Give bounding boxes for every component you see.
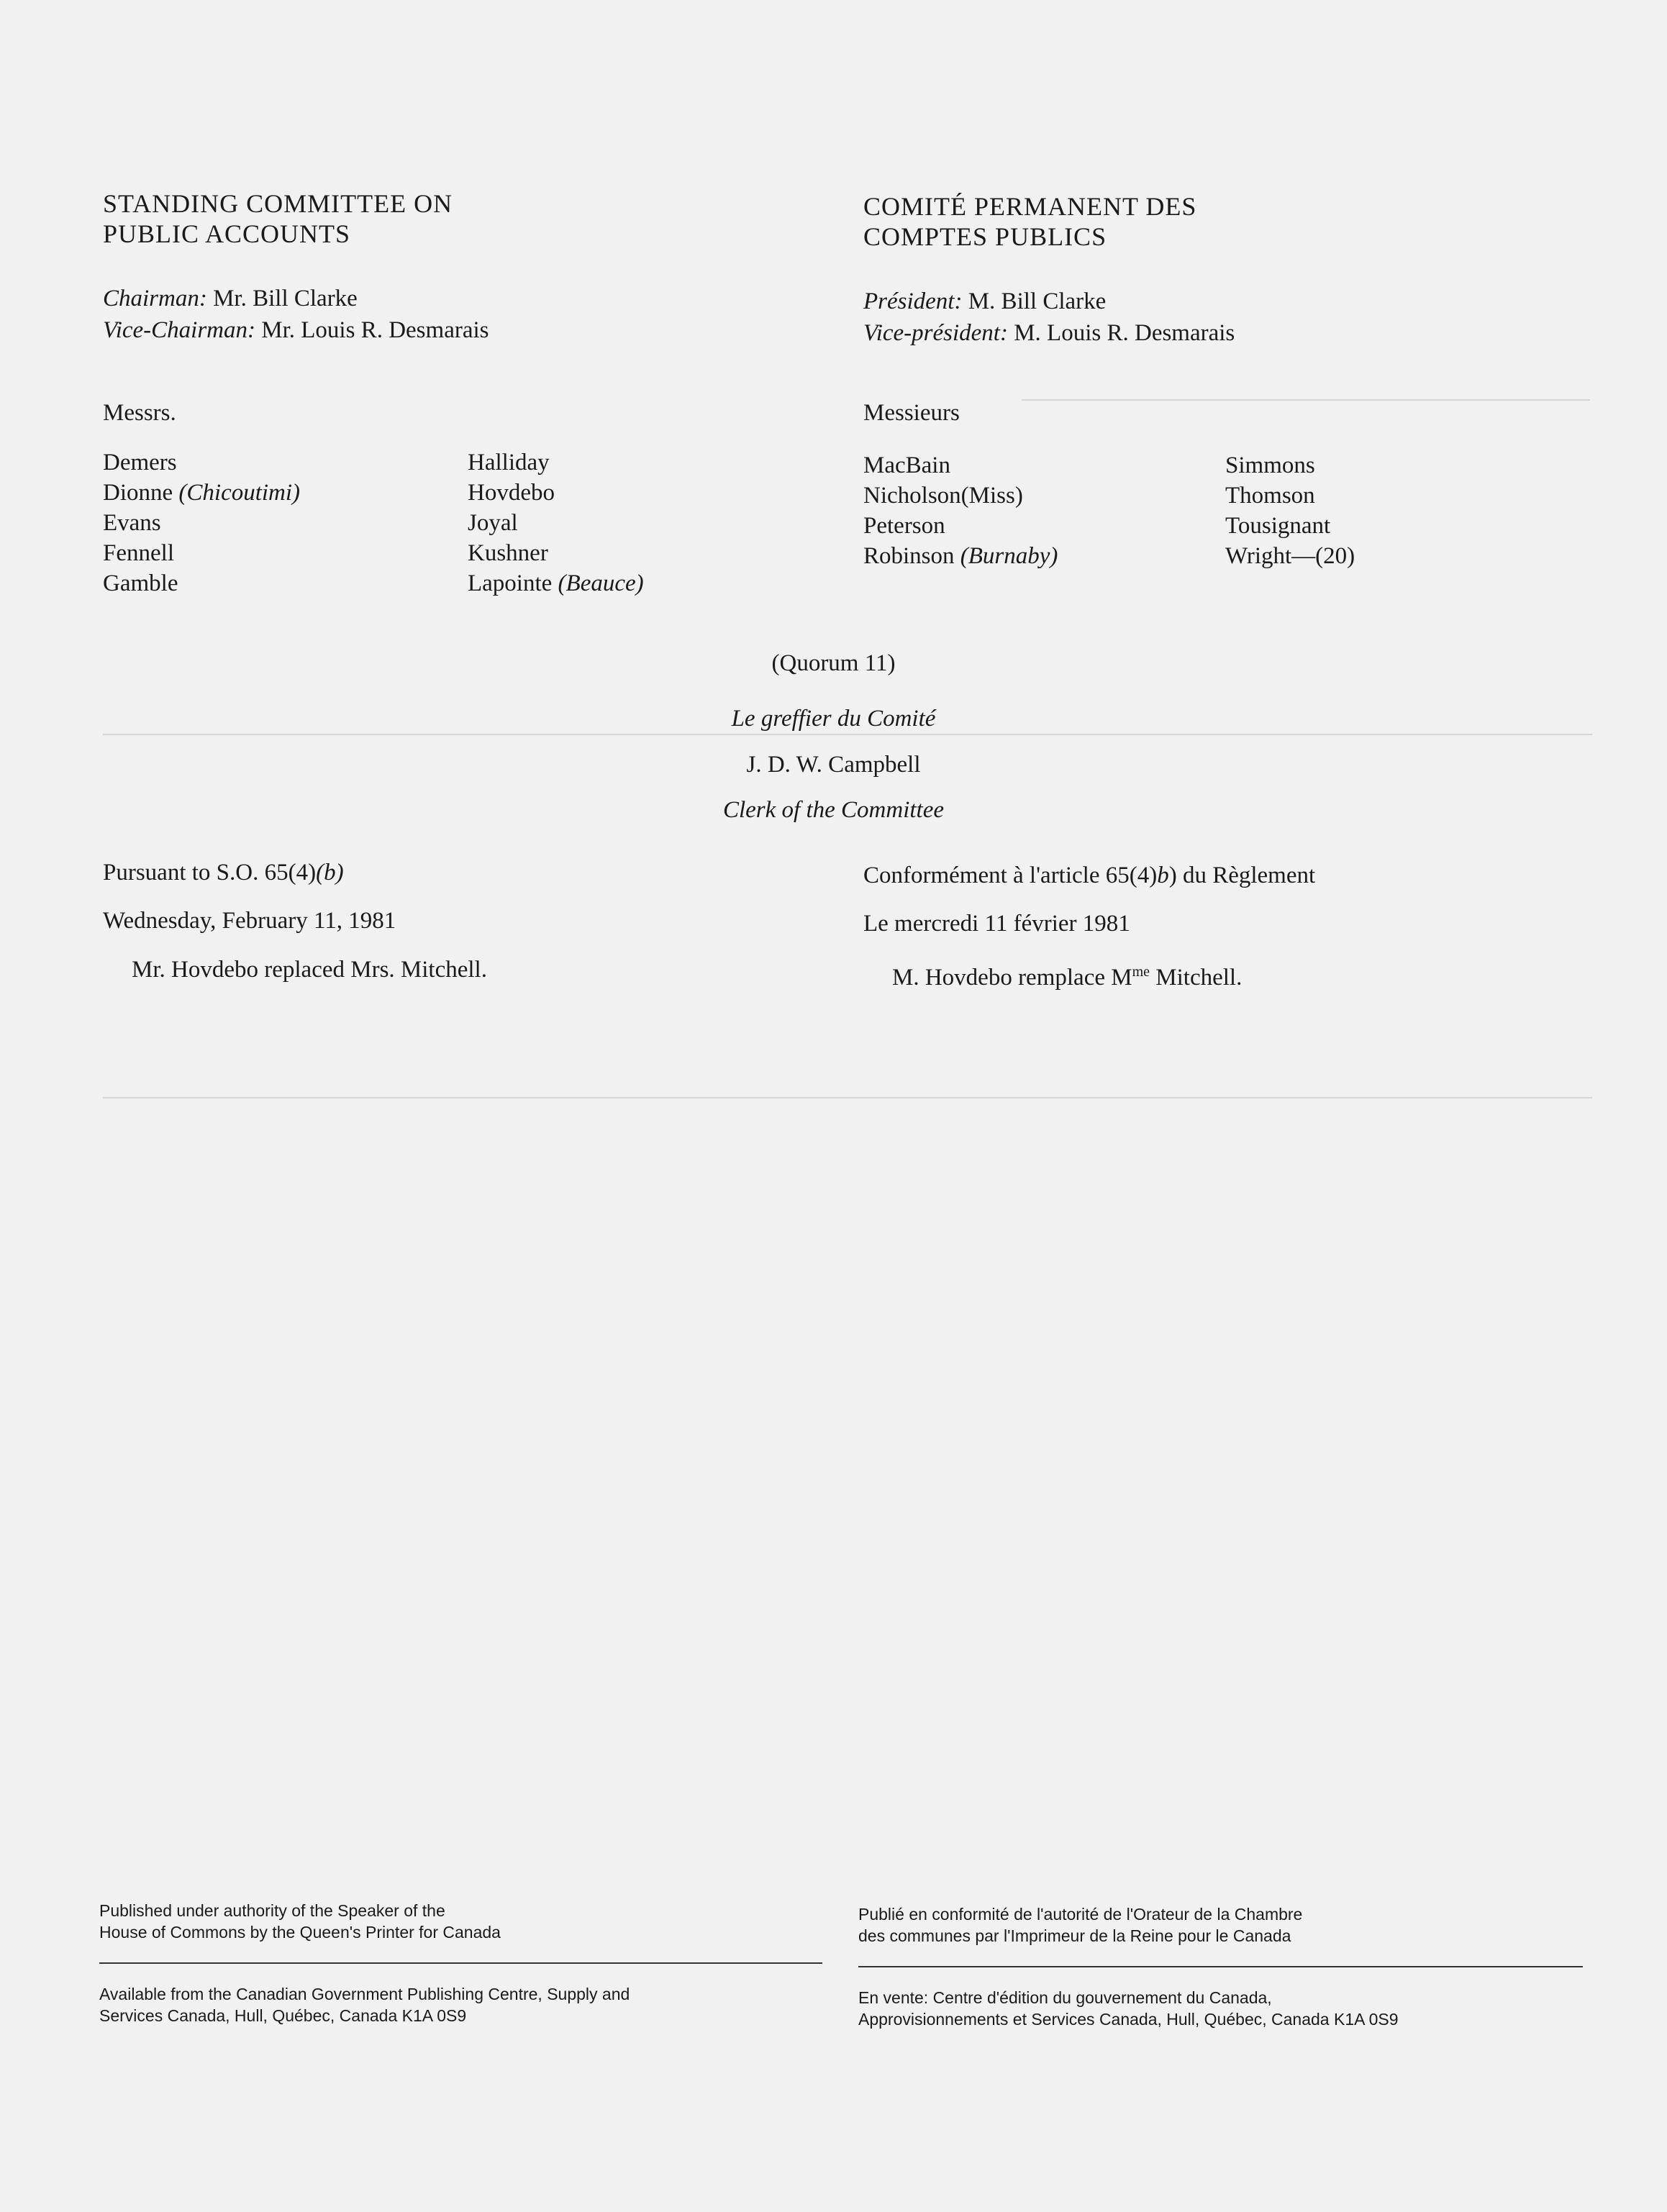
left-available: Available from the Canadian Government Publishing Centre, Supply and Services Canada, Hull, Québec, Canada K1A 0S9 [99,1985,630,2025]
member-name: Halliday [468,450,550,475]
member-name: Demers [103,450,177,475]
left-title [103,188,822,249]
left-members-col2 [468,447,644,598]
vice-chair-name: Mr. Louis R. Desmarais [261,317,489,343]
member-name: Peterson [863,513,945,539]
member-name: MacBain [863,452,950,478]
riding: (Chicoutimi) [178,480,301,506]
vice-chair-label: Vice-Chairman: [103,317,256,343]
member-name: Thomson [1225,483,1315,509]
member-name: Fennell [103,540,174,566]
left-chair [103,283,822,314]
right-members-label: Messieurs [863,400,960,426]
vice-president-name: M. Louis R. Desmarais [1014,320,1235,346]
vice-president-label: Vice-président: [863,320,1008,346]
chair-name: Mr. Bill Clarke [213,286,358,311]
president-name: M. Bill Clarke [968,288,1107,314]
member-name-lapointe: Lapointe (Beauce) [468,570,644,596]
right-officers [863,286,1590,349]
riding: (Beauce) [558,570,644,596]
right-available: En vente: Centre d'édition du gouvernement du Canada, Approvisionnements et Services Canada, Hull, Québec, Canada K1A 0S9 [858,1988,1399,2029]
left-vice-chair [103,314,822,346]
member-name: Tousignant [1225,513,1331,539]
right-vice-chair [863,317,1590,349]
show-through-rule [103,1097,1592,1098]
member-name: Nicholson(Miss) [863,483,1023,509]
show-through-rule [103,734,1592,735]
member-name-robinson: Robinson (Burnaby) [863,543,1058,569]
member-name: Simmons [1225,452,1315,478]
right-chair [863,286,1590,317]
president-label: Président: [863,288,963,314]
right-title-line1: COMITÉ PERMANENT DES [863,192,1197,221]
left-date: Wednesday, February 11, 1981 [103,908,396,934]
right-footer-rule [858,1966,1583,1967]
right-pursuant: Conformément à l'article 65(4)b) du Règlement [863,863,1316,888]
left-published: Published under authority of the Speaker of the House of Commons by the Queen's Printer for Canada [99,1901,501,1942]
left-officers [103,283,822,346]
left-footer-rule [99,1962,822,1964]
left-replacement: Mr. Hovdebo replaced Mrs. Mitchell. [132,957,487,983]
quorum: (Quorum 11) [771,650,896,676]
right-published: Publié en conformité de l'autorité de l'Orateur de la Chambre des communes par l'Imprimeur de la Reine pour le Canada [858,1905,1303,1945]
right-title [863,191,1590,252]
right-members-col2 [1225,450,1355,571]
clerk-name: J. D. W. Campbell [746,752,921,778]
left-pursuant: Pursuant to S.O. 65(4)(b) [103,860,344,886]
member-name: Gamble [103,570,178,596]
right-members-col1 [863,450,1058,571]
chair-label: Chairman: [103,286,207,311]
left-title-line2: PUBLIC ACCOUNTS [103,219,351,248]
right-replacement: M. Hovdebo remplace $M^{me}$ Mitchell. [892,964,1243,991]
right-title-line2: COMPTES PUBLICS [863,222,1107,251]
left-members-label: Messrs. [103,400,176,426]
member-name: Hovdebo [468,480,555,506]
member-name: Evans [103,510,161,536]
member-name: Wright—(20) [1225,543,1355,569]
clerk-title-en: Clerk of the Committee [722,797,945,823]
right-date: Le mercredi 11 février 1981 [863,911,1130,937]
member-name: Kushner [468,540,548,566]
member-name: Joyal [468,510,518,536]
member-name-dionne: Dionne (Chicoutimi) [103,480,301,506]
riding: (Burnaby) [960,543,1058,569]
left-members-col1 [103,447,300,598]
clerk-title-fr: Le greffier du Comité [731,706,936,732]
left-title-line1: STANDING COMMITTEE ON [103,189,453,218]
